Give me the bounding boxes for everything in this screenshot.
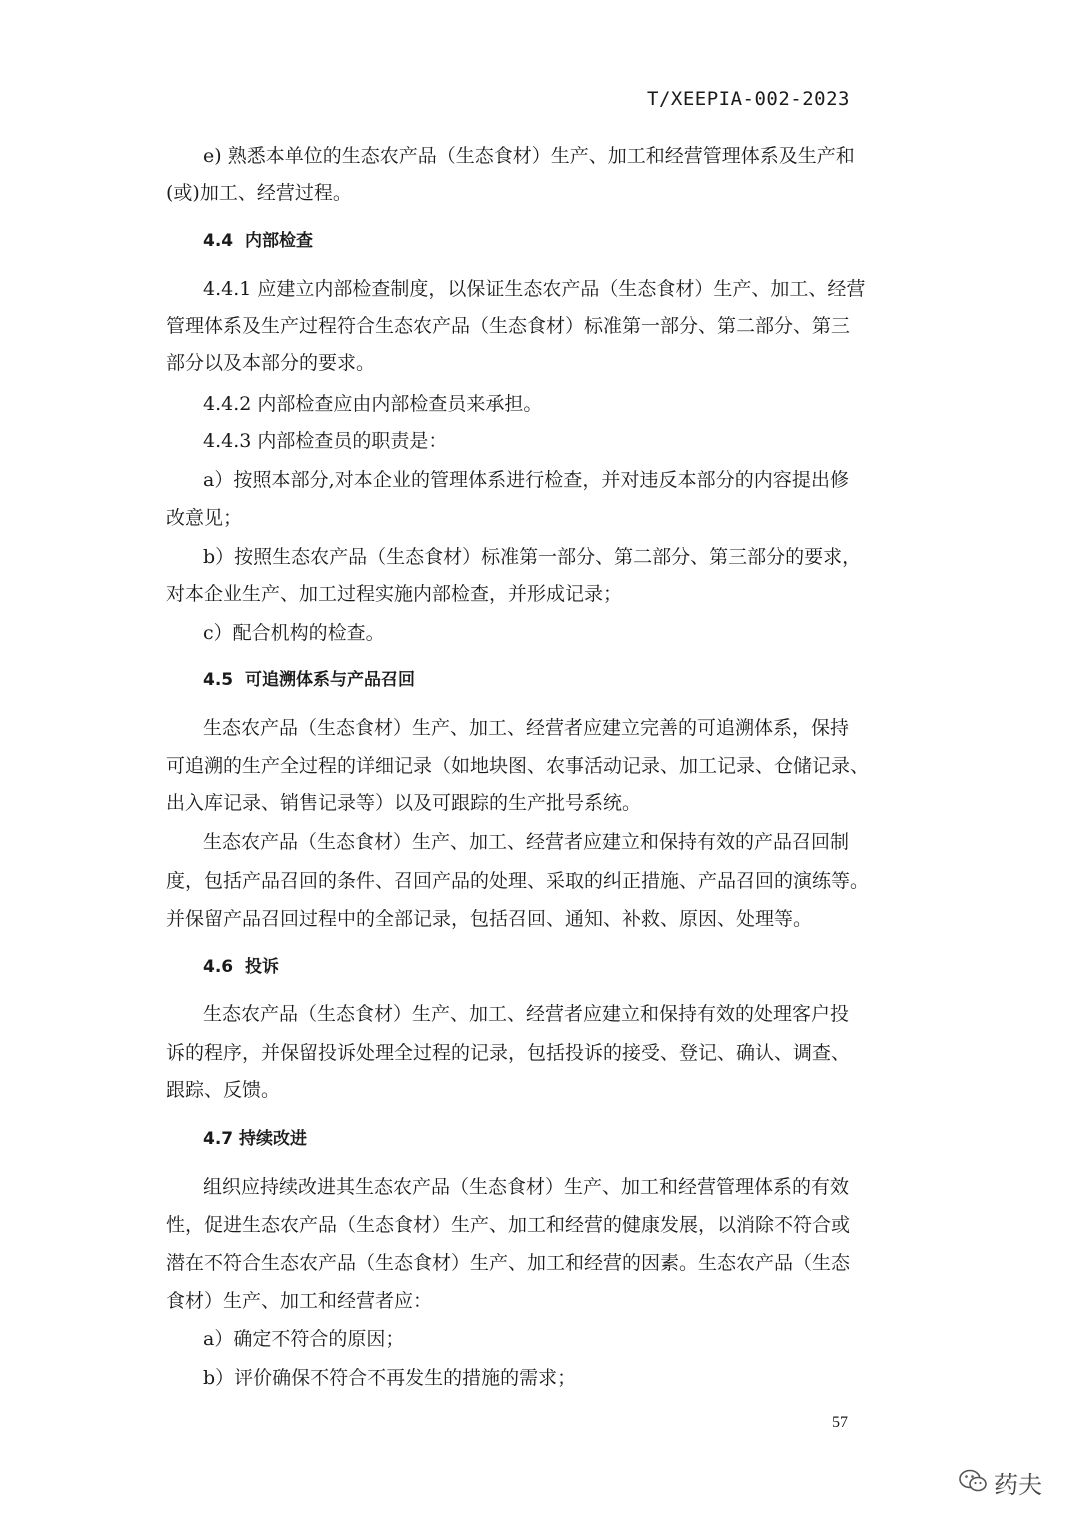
watermark-text: 药夫 [994,1471,1042,1499]
clause-4-4-1-line-1: 4.4.1 应建立内部检查制度，以保证生态农产品（生态食材）生产、加工、经营 [203,278,866,300]
improvement-para-line-1: 组织应持续改进其生态农产品（生态食材）生产、加工和经营管理体系的有效 [203,1176,850,1198]
clause-4-4-1-line-2: 管理体系及生产过程符合生态农产品（生态食材）标准第一部分、第二部分、第三 [166,315,851,337]
wechat-watermark [958,1465,1042,1500]
improvement-para-line-2: 性，促进生态农产品（生态食材）生产、加工和经营的健康发展，以消除不符合或 [166,1214,851,1236]
section-title: 内部检查 [245,231,313,251]
section-title: 可追溯体系与产品召回 [245,670,415,690]
traceability-para-1-line-3: 出入库记录、销售记录等）以及可跟踪的生产批号系统。 [166,792,642,814]
section-number: 4.7 [203,1129,234,1149]
item-e-line-2: (或)加工、经营过程。 [166,182,352,204]
section-number: 4.6 [203,957,234,977]
item-a-line-2: 改意见； [166,507,243,529]
traceability-para-2-line-2: 度，包括产品召回的条件、召回产品的处理、采取的纠正措施、产品召回的演练等。 [166,870,870,892]
section-heading-4-4 [203,229,313,253]
improvement-para-line-3: 潜在不符合生态农产品（生态食材）生产、加工和经营的因素。生态农产品（生态 [166,1252,851,1274]
improvement-item-b: b）评价确保不符合不再发生的措施的需求； [203,1367,577,1389]
item-c: c）配合机构的检查。 [203,622,385,644]
page-number: 57 [832,1414,848,1431]
complaint-para-line-2: 诉的程序，并保留投诉处理全过程的记录，包括投诉的接受、登记、确认、调查、 [166,1042,851,1064]
clause-4-4-3: 4.4.3 内部检查员的职责是： [203,430,448,452]
clause-4-4-1-line-3: 部分以及本部分的要求。 [166,352,376,374]
item-e-line-1: e) 熟悉本单位的生态农产品（生态食材）生产、加工和经营管理体系及生产和 [203,145,855,167]
section-title: 投诉 [245,957,279,977]
wechat-icon [958,1468,988,1498]
section-heading-4-7 [203,1127,307,1151]
section-number: 4.5 [203,670,234,690]
clause-4-4-2: 4.4.2 内部检查应由内部检查员来承担。 [203,393,543,415]
improvement-item-a: a）确定不符合的原因； [203,1328,405,1350]
complaint-para-line-1: 生态农产品（生态食材）生产、加工、经营者应建立和保持有效的处理客户投 [203,1003,850,1025]
section-number: 4.4 [203,231,234,251]
traceability-para-2-line-3: 并保留产品召回过程中的全部记录，包括召回、通知、补救、原因、处理等。 [166,908,813,930]
item-a-line-1: a）按照本部分,对本企业的管理体系进行检查，并对违反本部分的内容提出修 [203,469,849,491]
section-title: 持续改进 [239,1129,307,1149]
item-b-line-2: 对本企业生产、加工过程实施内部检查，并形成记录； [166,583,623,605]
section-heading-4-5 [203,668,415,692]
traceability-para-1-line-2: 可追溯的生产全过程的详细记录（如地块图、农事活动记录、加工记录、仓储记录、 [166,755,870,777]
item-b-line-1: b）按照生态农产品（生态食材）标准第一部分、第二部分、第三部分的要求， [203,546,862,568]
section-heading-4-6 [203,955,279,979]
document-code: T/XEEPIA-002-2023 [647,88,850,110]
traceability-para-1-line-1: 生态农产品（生态食材）生产、加工、经营者应建立完善的可追溯体系，保持 [203,717,850,739]
improvement-para-line-4: 食材）生产、加工和经营者应： [166,1290,433,1312]
complaint-para-line-3: 跟踪、反馈。 [166,1079,281,1101]
traceability-para-2-line-1: 生态农产品（生态食材）生产、加工、经营者应建立和保持有效的产品召回制 [203,831,850,853]
